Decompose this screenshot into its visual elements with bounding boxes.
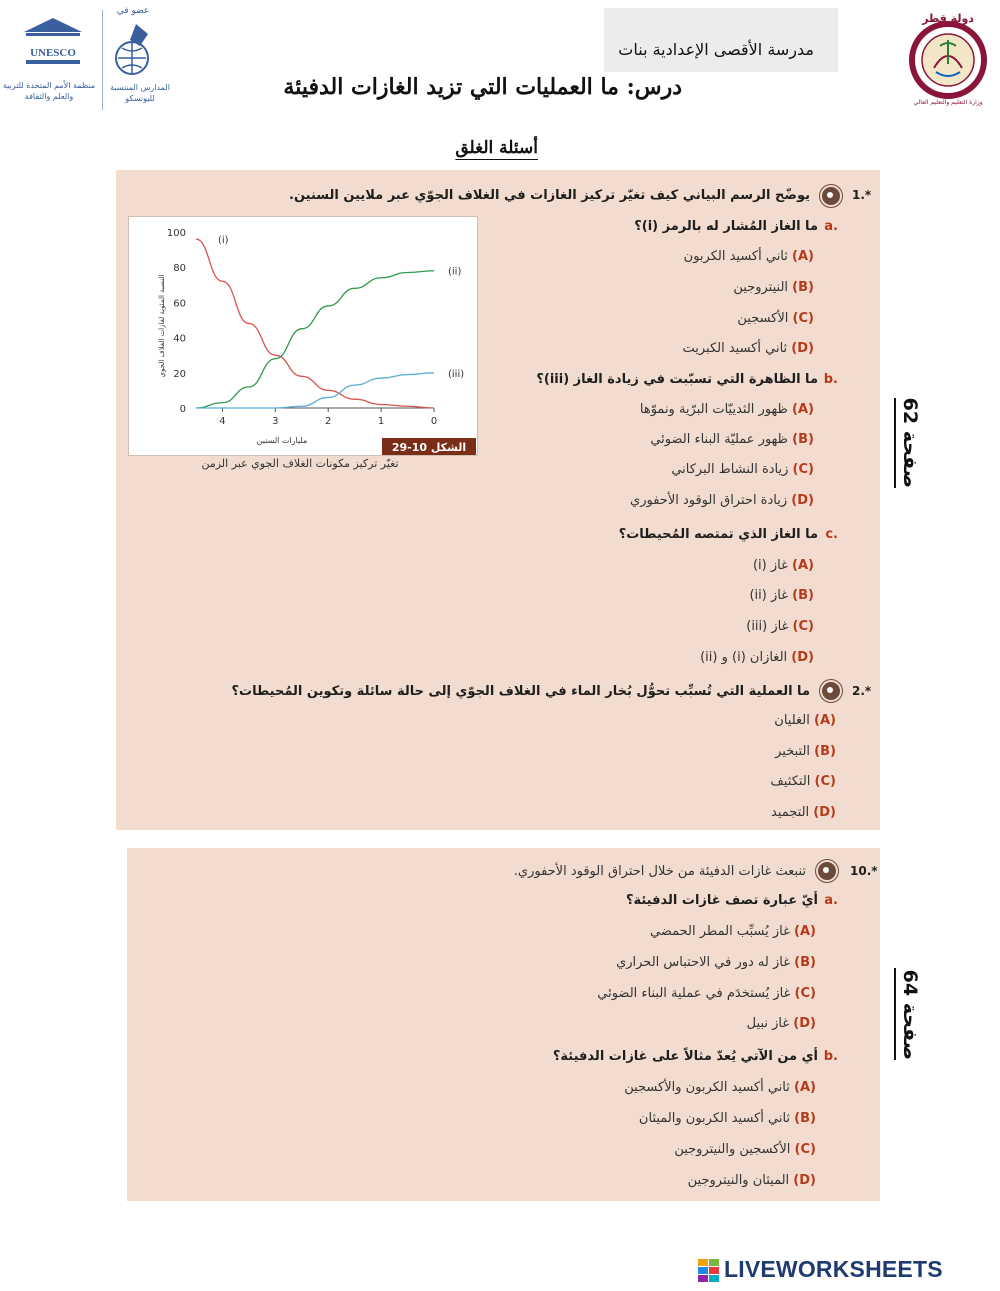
y-tick-label-40: 40: [173, 333, 186, 345]
liveworksheets-icon: [698, 1259, 720, 1283]
q2-option-b[interactable]: (B) التبخير: [775, 744, 836, 759]
x-tick-label-3: 3: [272, 416, 279, 427]
x-tick-label-0: 0: [430, 416, 438, 427]
q10b-option-a[interactable]: (A) ثاني أكسيد الكربون والأكسجين: [624, 1080, 816, 1095]
q1b-option-a[interactable]: (A) ظهور الثدييّات البرّية ونموّها: [639, 402, 814, 417]
y-axis-label: النسبة المئوية لغازات الغلاف الجوي: [158, 274, 166, 378]
unesco-schools-icon: [108, 20, 158, 80]
q10-badge-icon: [816, 860, 838, 882]
q1c-option-a[interactable]: (A) غاز (i): [752, 558, 814, 573]
q10a-question: أيّ عبارة تصف غازات الدفيئة؟: [625, 893, 818, 908]
q10b-letter: b.: [823, 1049, 838, 1064]
series-label-3: (iii): [448, 368, 465, 380]
series-line-3: [196, 373, 434, 408]
x-tick-label-2: 2: [325, 416, 332, 427]
page-64-rule: [894, 968, 896, 1060]
q1a-option-c[interactable]: (C) الأكسجين: [737, 311, 814, 326]
q1a-letter: a.: [824, 219, 838, 234]
q10a-option-a[interactable]: (A) غاز يُسبِّب المطر الحمضي: [650, 924, 816, 939]
unesco-caption: منظمة الأمم المتحدة للتربية والعلم والثقافة: [2, 81, 96, 101]
series-label-1: (i): [218, 235, 229, 247]
x-axis-label: مليارات السنين: [256, 436, 308, 445]
section-title: أسئلة الغلق: [455, 138, 538, 158]
y-tick-label-0: 0: [179, 404, 186, 415]
page-62-label: صفحة 62: [899, 397, 921, 488]
school-name: مدرسة الأقصى الإعدادية بنات: [618, 40, 814, 59]
y-tick-label-100: 100: [166, 228, 186, 239]
q1c-option-c[interactable]: (C) غاز (iii): [746, 619, 814, 634]
q10-number: 10.*: [850, 864, 878, 878]
q2-text: ما العملية التي تُسبِّب تحوُّل بُخار الماء في الغلاف الجوّي إلى حالة سائلة وتكوين المُحيطات؟: [231, 684, 810, 699]
qatar-caption: دولة قطر: [922, 12, 974, 25]
figure-label: الشكل 10-29: [391, 441, 467, 454]
q10b-option-b[interactable]: (B) ثاني أكسيد الكربون والميثان: [638, 1111, 816, 1126]
q1c-option-d[interactable]: (D) الغازان (i) و (ii): [700, 650, 814, 665]
qatar-ministry: وزارة التعليم والتعليم العالي: [913, 99, 983, 106]
liveworksheets-brand: LIVEWORKSHEETS: [724, 1256, 943, 1282]
q2-badge-icon: [820, 680, 842, 702]
q1-text: يوضّح الرسم البياني كيف تغيّر تركيز الغازات في الغلاف الجوّي عبر ملايين السنين.: [289, 188, 810, 203]
q1b-letter: b.: [823, 372, 838, 387]
y-tick-label-80: 80: [173, 263, 186, 275]
x-tick-label-4: 4: [219, 416, 226, 427]
q2-number: 2.*: [852, 684, 872, 698]
q10a-option-c[interactable]: (C) غاز يُستخدَم في عملية البناء الضوئي: [597, 986, 816, 1001]
q10b-option-d[interactable]: (D) الميثان والنيتروجين: [687, 1173, 816, 1188]
q1c-option-b[interactable]: (B) غاز (ii): [749, 588, 814, 603]
y-tick-label-20: 20: [173, 368, 186, 380]
page-62-rule: [894, 398, 896, 488]
chart-caption: تغيّر تركيز مكونات الغلاف الجوي عبر الزمن: [201, 457, 399, 470]
page-64-label: صفحة 64: [899, 969, 921, 1060]
q1b-option-c[interactable]: (C) زيادة النشاط البركاني: [671, 462, 814, 477]
q1-badge-icon: [820, 185, 842, 207]
q2-option-a[interactable]: (A) الغليان: [774, 713, 836, 728]
x-tick-label-1: 1: [377, 416, 385, 427]
q10b-option-c[interactable]: (C) الأكسجين والنيتروجين: [674, 1142, 816, 1157]
series-label-2: (ii): [448, 266, 462, 278]
q1b-question: ما الظاهرة التي تسبّبت في زيادة الغاز (iii)؟: [536, 372, 818, 387]
gas-concentration-chart: [128, 216, 476, 456]
q10a-letter: a.: [824, 893, 838, 908]
qatar-ministry-logo: [904, 10, 992, 106]
q1b-option-b[interactable]: (B) ظهور عمليّة البناء الضوئي: [650, 432, 814, 447]
q1c-letter: c.: [825, 527, 838, 542]
q1a-question: ما الغاز المُشار له بالرمز (i)؟: [634, 219, 818, 234]
q10a-option-d[interactable]: (D) غاز نبيل: [746, 1016, 816, 1031]
assoc-member-label: عضو في: [116, 6, 150, 16]
lesson-title: درس: ما العمليات التي تزيد الغازات الدفيئة: [283, 74, 682, 100]
header-divider: [102, 10, 103, 110]
q10-text: تنبعث غازات الدفيئة من خلال احتراق الوقود الأحفوري.: [513, 864, 806, 879]
q1a-option-a[interactable]: (A) ثاني أكسيد الكربون: [683, 249, 814, 264]
y-tick-label-60: 60: [173, 298, 186, 310]
q2-option-d[interactable]: (D) التجميد: [771, 805, 836, 820]
q10a-option-b[interactable]: (B) غاز له دور في الاحتباس الحراري: [616, 955, 816, 970]
q2-option-c[interactable]: (C) التكثيف: [770, 774, 836, 789]
unesco-wordmark: UNESCO: [30, 47, 76, 59]
q1c-question: ما الغاز الذي تمتصه المُحيطات؟: [618, 527, 818, 542]
series-line-1: [196, 239, 434, 408]
q1a-option-d[interactable]: (D) ثاني أكسيد الكبريت: [682, 341, 814, 356]
q1a-option-b[interactable]: (B) النيتروجين: [733, 280, 814, 295]
assoc-caption: المدارس المنتسبة لليونسكو: [110, 83, 170, 103]
q10b-question: أي من الآتي يُعدّ مثالاً على غازات الدفيئة؟: [552, 1049, 818, 1064]
unesco-logo: [2, 8, 96, 108]
unesco-temple-icon: [22, 16, 84, 68]
q1b-option-d[interactable]: (D) زيادة احتراق الوقود الأحفوري: [630, 493, 814, 508]
q1-number: 1.*: [852, 188, 872, 202]
